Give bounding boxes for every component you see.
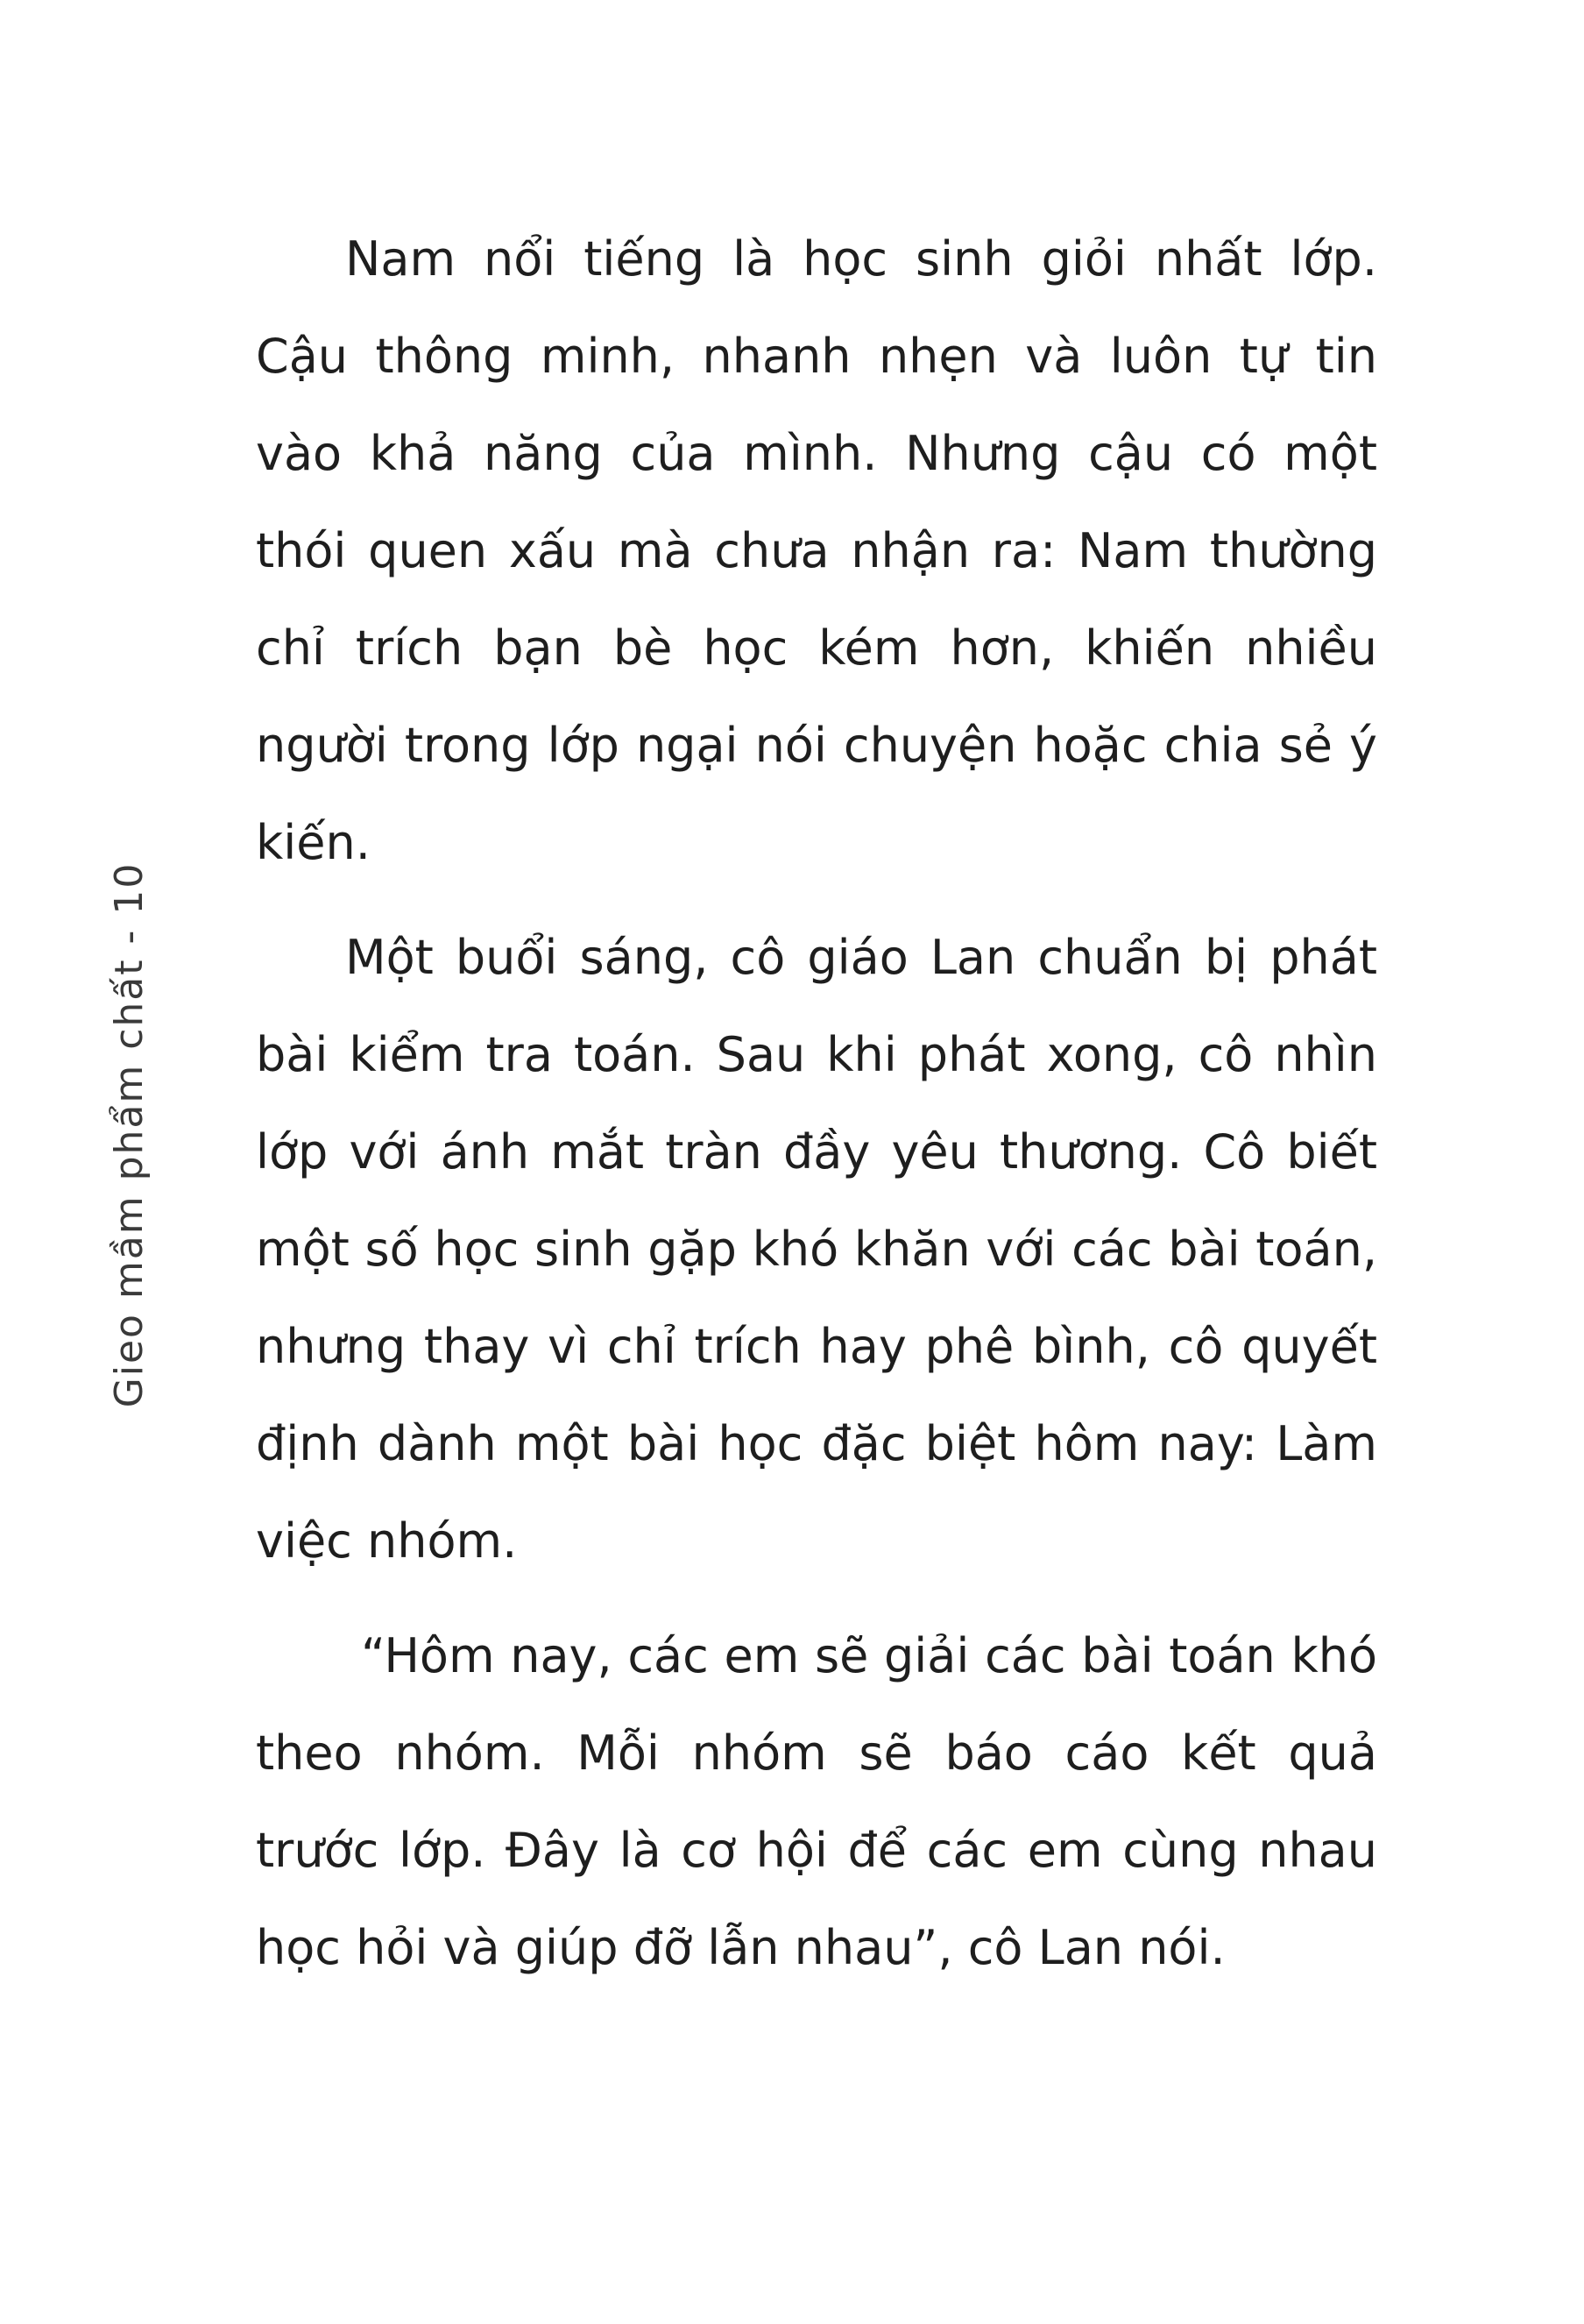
paragraph-1: Nam nổi tiếng là học sinh giỏi nhất lớp. Cậu thông minh, nhanh nhẹn và luôn tự tin vào khả năng của mình. Nhưng cậu có một thói quen xấu mà chưa nhận ra: Nam thường chỉ trích bạn bè học kém hơn, khiến nhiều người trong lớp ngại nói chuyện hoặc chia sẻ ý kiến.: [256, 231, 1377, 870]
paragraph-3: “Hôm nay, các em sẽ giải các bài toán khó theo nhóm. Mỗi nhóm sẽ báo cáo kết quả trước lớp. Đây là cơ hội để các em cùng nhau học hỏi và giúp đỡ lẫn nhau”, cô Lan nói.: [256, 1628, 1377, 1975]
paragraph-2: Một buổi sáng, cô giáo Lan chuẩn bị phát bài kiểm tra toán. Sau khi phát xong, cô nhìn lớp với ánh mắt tràn đầy yêu thương. Cô biết một số học sinh gặp khó khăn với các bài toán, nhưng thay vì chỉ trích hay phê bình, cô quyết định dành một bài học đặc biệt hôm nay: Làm việc nhóm.: [256, 930, 1377, 1569]
page-body: [256, 210, 1377, 1996]
running-header: Gieo mầm phẩm chất - 10: [107, 861, 152, 1408]
